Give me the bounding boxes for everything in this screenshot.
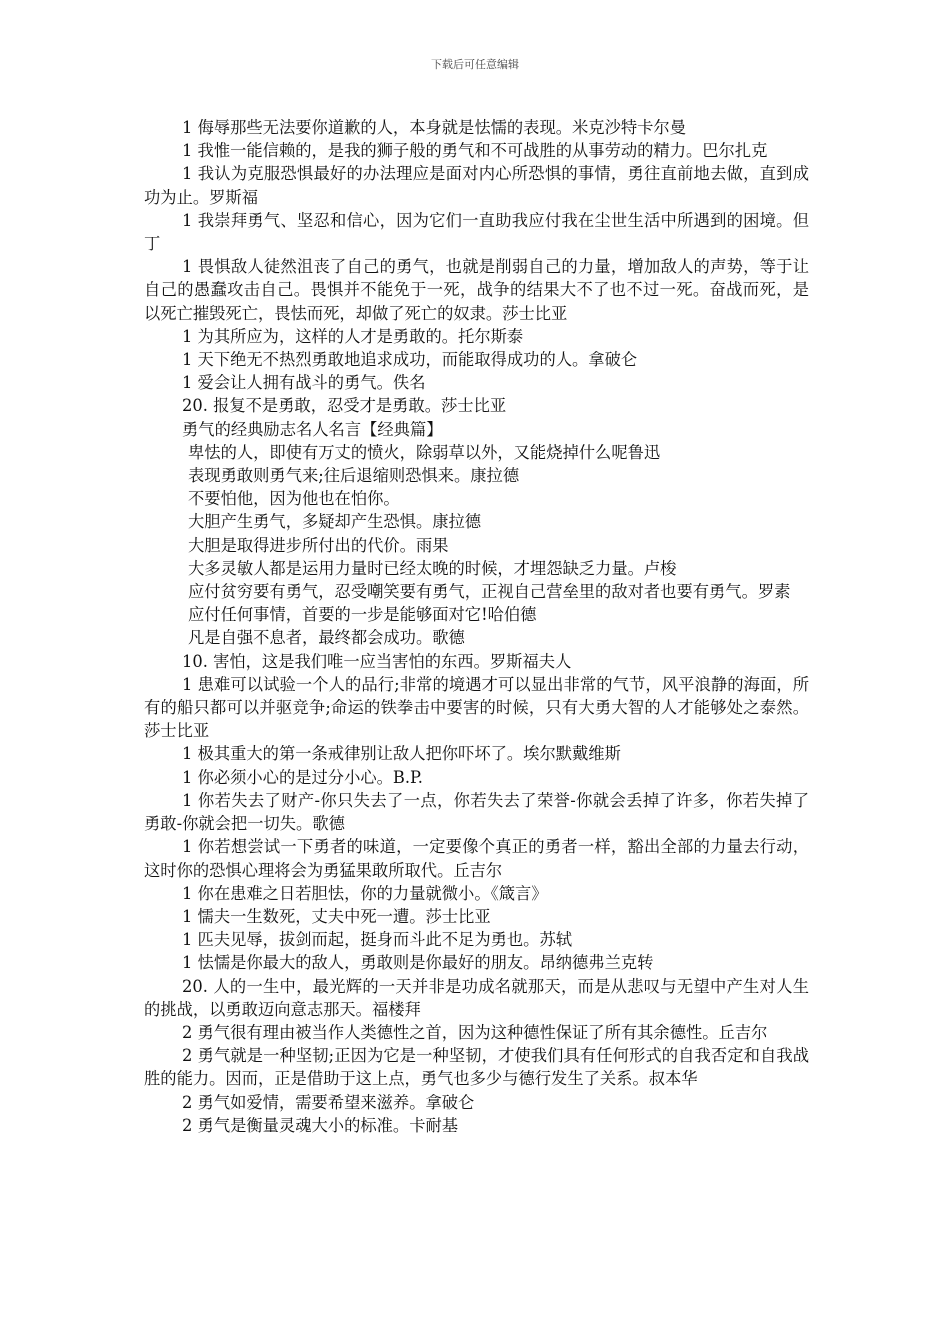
document-body [144, 116, 809, 1137]
quote-paragraph: 2 勇气很有理由被当作人类德性之首，因为这种德性保证了所有其余德性。丘吉尔 [182, 1022, 768, 1042]
quote-paragraph: 1 懦夫一生数死，丈夫中死一遭。莎士比亚 [182, 906, 491, 926]
quote-paragraph: 1 我惟一能信赖的，是我的狮子般的勇气和不可战胜的从事劳动的精力。巴尔扎克 [182, 141, 768, 161]
quote-paragraph: 1 侮辱那些无法要你道歉的人，本身就是怯懦的表现。米克沙特卡尔曼 [182, 118, 686, 137]
quote-paragraph: 大胆是取得进步所付出的代价。雨果 [188, 535, 449, 555]
quote-paragraph: 1 你在患难之日若胆怯，你的力量就微小。《箴言》 [182, 883, 548, 903]
quote-paragraph: 1 匹夫见辱，拔剑而起，挺身而斗此不足为勇也。苏轼 [182, 930, 573, 950]
quote-paragraph: 大胆产生勇气，多疑却产生恐惧。康拉德 [188, 512, 482, 532]
quote-paragraph: 1 极其重大的第一条戒律别让敌人把你吓坏了。埃尔默戴维斯 [182, 744, 621, 764]
quote-paragraph: 1 我崇拜勇气、坚忍和信心，因为它们一直助我应付我在尘世生活中所遇到的困境。但丁 [144, 210, 809, 254]
quote-paragraph: 2 勇气是衡量灵魂大小的标准。卡耐基 [182, 1115, 459, 1135]
quote-paragraph: 2 勇气如爱情，需要希望来滋养。拿破仑 [182, 1092, 475, 1112]
quote-paragraph: 1 我认为克服恐惧最好的办法理应是面对内心所恐惧的事情，勇往直前地去做，直到成功为止。罗斯福 [144, 164, 809, 207]
quote-paragraph: 1 你必须小心的是过分小心。B.P. [182, 767, 423, 787]
quote-paragraph: 2 勇气就是一种坚韧;正因为它是一种坚韧，才使我们具有任何形式的自我否定和自我战胜的能力。因而，正是借助于这上点，勇气也多少与德行发生了关系。叔本华 [144, 1046, 809, 1089]
quote-paragraph: 1 畏惧敌人徒然沮丧了自己的勇气，也就是削弱自己的力量，增加敌人的声势，等于让自己的愚蠢攻击自己。畏惧并不能免于一死，战争的结果大不了也不过一死。奋战而死，是以死亡摧毁死亡，畏怯而死，却做了死亡的奴隶。莎士比亚 [144, 257, 809, 323]
quote-paragraph: 卑怯的人，即使有万丈的愤火，除弱草以外，又能烧掉什么呢鲁迅 [188, 442, 661, 462]
quote-paragraph: 不要怕他，因为他也在怕你。 [188, 489, 400, 509]
page-header: 下载后可任意编辑 [431, 58, 519, 71]
quote-paragraph: 20. 人的一生中，最光辉的一天并非是功成名就那天，而是从悲叹与无望中产生对人生的挑战，以勇敢迈向意志那天。福楼拜 [144, 976, 809, 1019]
quote-paragraph: 1 爱会让人拥有战斗的勇气。佚名 [182, 373, 426, 393]
quote-paragraph: 1 天下绝无不热烈勇敢地追求成功，而能取得成功的人。拿破仑 [182, 350, 638, 370]
section-heading: 勇气的经典励志名人名言【经典篇】 [182, 419, 443, 439]
quote-paragraph: 1 为其所应为，这样的人才是勇敢的。托尔斯泰 [182, 326, 524, 346]
quote-paragraph: 应付任何事情，首要的一步是能够面对它!哈伯德 [188, 605, 537, 625]
quote-paragraph: 应付贫穷要有勇气，忍受嘲笑要有勇气，正视自己营垒里的敌对者也要有勇气。罗素 [188, 582, 791, 602]
quote-paragraph: 凡是自强不息者，最终都会成功。歌德 [188, 628, 465, 648]
quote-paragraph: 1 你若想尝试一下勇者的味道，一定要像个真正的勇者一样，豁出全部的力量去行动，这时你的恐惧心理将会为勇猛果敢所取代。丘吉尔 [144, 837, 809, 880]
quote-paragraph: 大多灵敏人都是运用力量时已经太晚的时候，才埋怨缺乏力量。卢梭 [188, 558, 677, 578]
quote-paragraph: 20. 报复不是勇敢，忍受才是勇敢。莎士比亚 [182, 396, 507, 416]
quote-paragraph: 1 患难可以试验一个人的品行;非常的境遇才可以显出非常的气节，风平浪静的海面，所有的船只都可以并驱竞争;命运的铁拳击中要害的时候，只有大勇大智的人才能够处之泰然。莎士比亚 [144, 674, 809, 741]
quote-paragraph: 1 你若失去了财产-你只失去了一点，你若失去了荣誉-你就会丢掉了许多，你若失掉了勇敢-你就会把一切失。歌德 [144, 790, 809, 834]
quote-paragraph: 10. 害怕，这是我们唯一应当害怕的东西。罗斯福夫人 [182, 651, 572, 671]
quote-paragraph: 1 怯懦是你最大的敌人，勇敢则是你最好的朋友。昂纳德弗兰克转 [182, 953, 654, 973]
quote-paragraph: 表现勇敢则勇气来;往后退缩则恐惧来。康拉德 [188, 466, 520, 486]
